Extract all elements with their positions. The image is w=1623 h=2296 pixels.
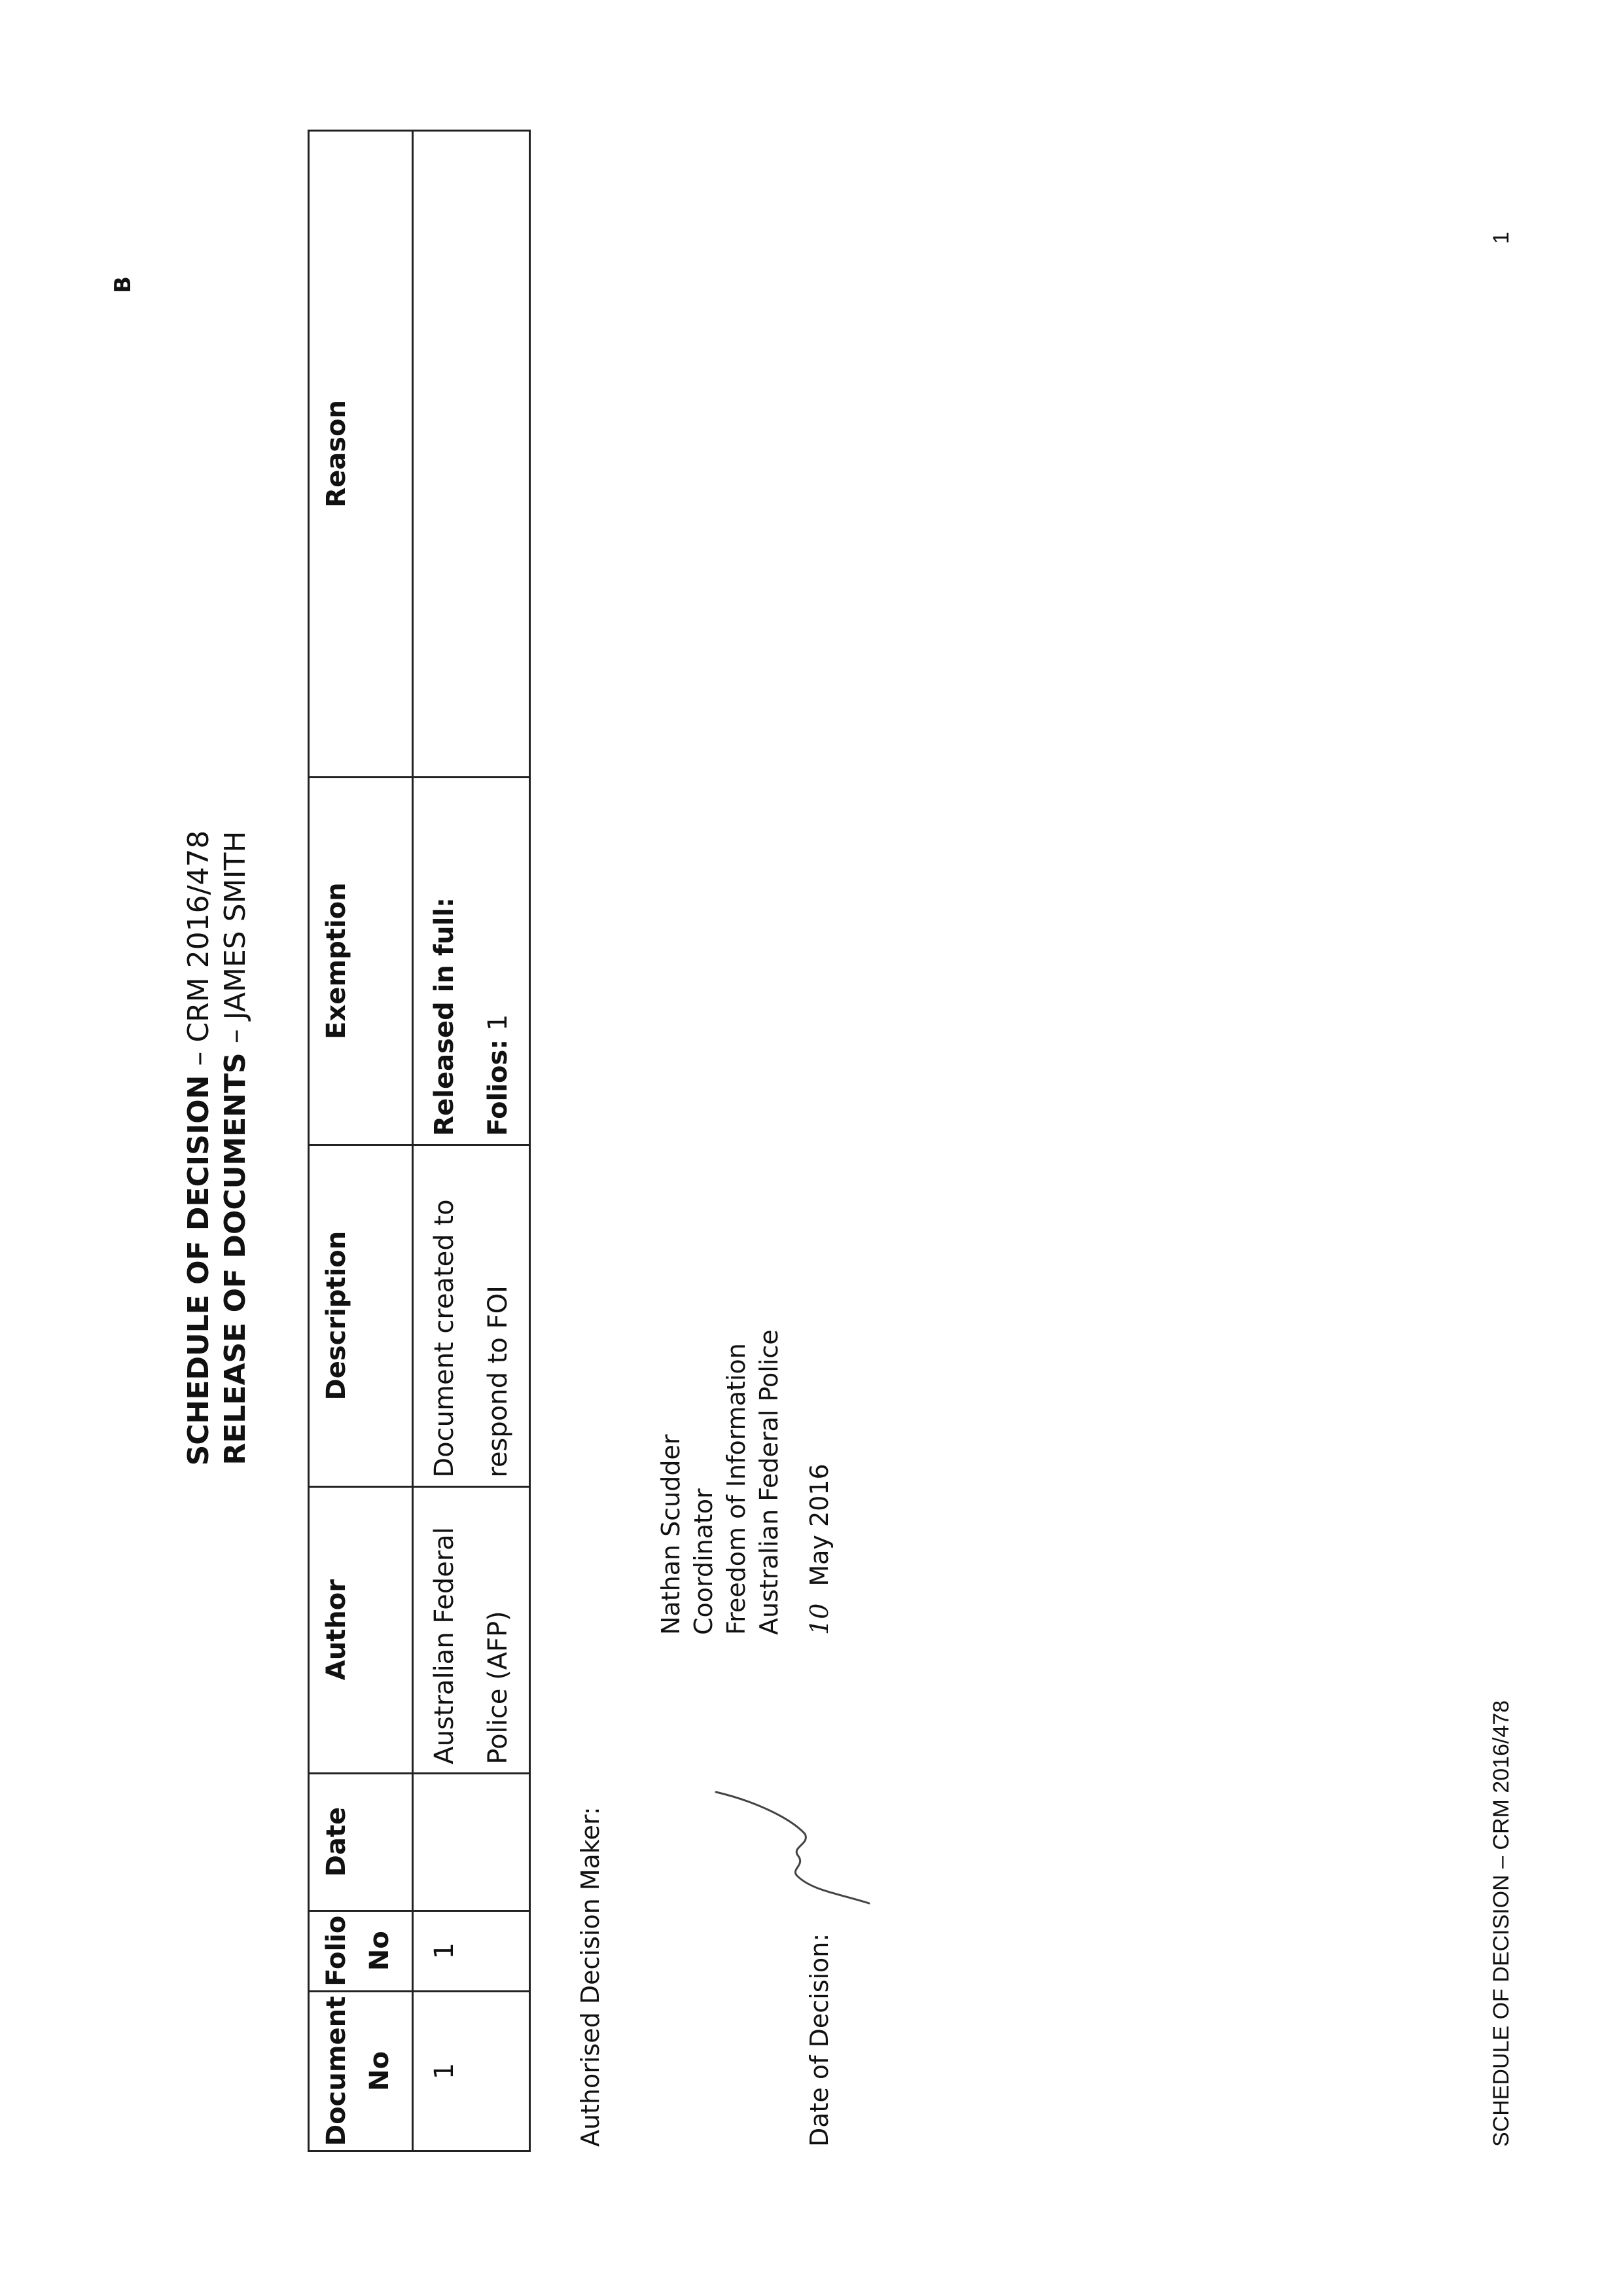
signatory-role: Coordinator	[689, 1488, 718, 1635]
cell-folio-no: 1	[413, 1910, 530, 1991]
cell-reason	[413, 131, 530, 778]
table-row	[413, 131, 530, 2151]
page-number: 1	[1489, 232, 1514, 244]
table-header-row	[309, 131, 413, 2151]
col-header-description: Description	[309, 1145, 413, 1486]
col-header-reason: Reason	[309, 131, 413, 778]
signatory-organisation: Australian Federal Police	[755, 1329, 783, 1635]
cell-document-no: 1	[413, 1991, 530, 2151]
cell-exemption	[413, 777, 530, 1145]
signatory-unit: Freedom of Information	[722, 1343, 751, 1635]
attachment-letter: B	[110, 276, 136, 293]
page-title	[181, 0, 254, 2296]
cell-author: Australian Federal Police (AFP)	[413, 1486, 530, 1773]
col-header-folio-no: Folio No	[309, 1910, 413, 1991]
col-header-document-no: Document No	[309, 1991, 413, 2151]
exemption-folios-line: Folios: 1	[483, 1014, 513, 1136]
decision-date-day: 10	[805, 1603, 834, 1635]
decision-maker-label: Authorised Decision Maker:	[576, 1806, 605, 2147]
signatory-block	[654, 1329, 785, 1635]
exemption-released-label: Released in full:	[429, 897, 459, 1136]
cell-description: Document created to respond to FOI	[413, 1145, 530, 1486]
col-header-exemption: Exemption	[309, 777, 413, 1145]
signatory-name: Nathan Scudder	[656, 1434, 685, 1635]
title-line-2: RELEASE OF DOCUMENTS – JAMES SMITH	[219, 831, 252, 1465]
decision-date-value	[805, 1463, 834, 1635]
col-header-author: Author	[309, 1486, 413, 1773]
schedule-table	[308, 130, 531, 2152]
signature	[707, 1759, 877, 1929]
col-header-date: Date	[309, 1773, 413, 1910]
decision-date-month-year: May 2016	[805, 1463, 834, 1587]
cell-date	[413, 1773, 530, 1910]
title-line-1: SCHEDULE OF DECISION – CRM 2016/478	[182, 830, 215, 1466]
decision-date-label: Date of Decision:	[805, 1933, 834, 2147]
page-footer: SCHEDULE OF DECISION – CRM 2016/478	[1489, 1700, 1514, 2147]
